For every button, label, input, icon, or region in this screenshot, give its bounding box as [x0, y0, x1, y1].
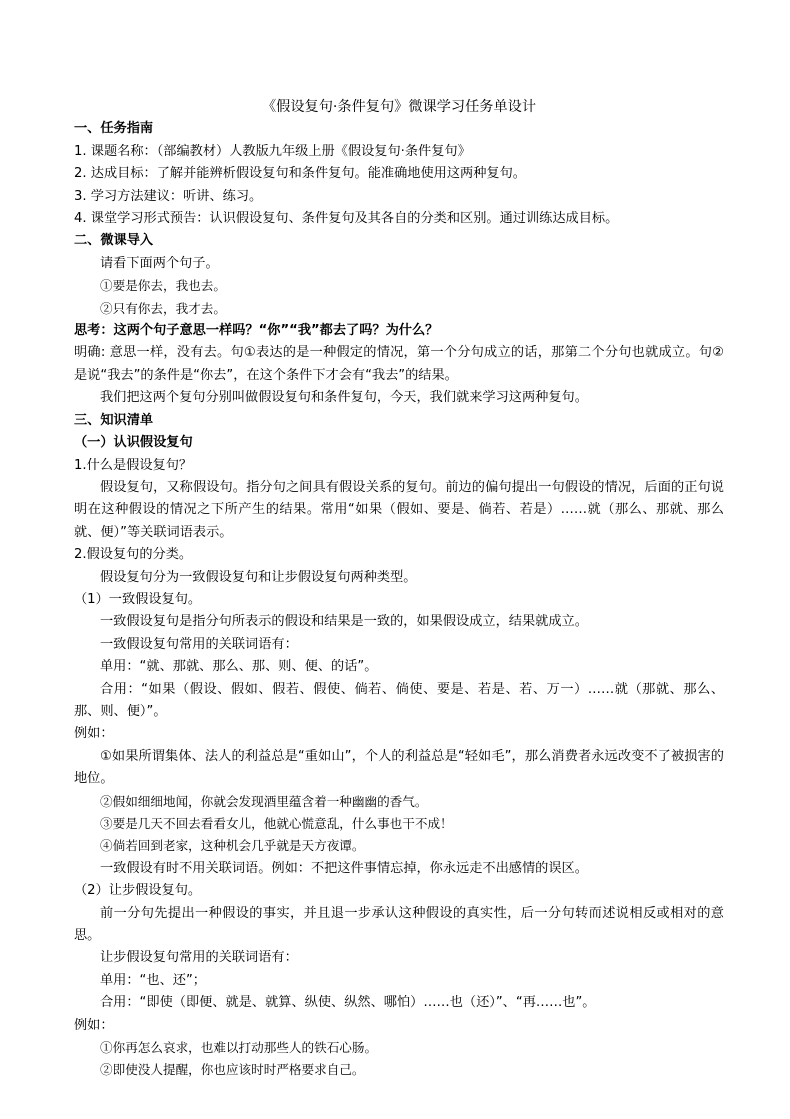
type-description: 前一分句先提出一种假设的事实，并且退一步承认这种假设的真实性，后一分句转而述说相反或相对的意思。: [74, 905, 724, 944]
example-sentence: ③要是几天不回去看看女儿，他就心慌意乱，什么事也干不成！: [100, 816, 453, 831]
type-description: 一致假设复句是指分句所表示的假设和结果是一致的，如果假设成立，结果就成立。: [100, 614, 588, 630]
example-sentence: ②即使没人提醒，你也应该时时严格要求自己。: [100, 1062, 365, 1078]
list-item: 4. 课堂学习形式预告：认识假设复句、条件复句及其各自的分类和区别。通过训练达成目标。: [74, 211, 619, 227]
example-label: 例如：: [74, 1017, 114, 1033]
question-text: 思考：这两个句子意思一样吗？“你”“我”都去了吗？为什么？: [74, 323, 439, 339]
page-title: 《假设复句·条件复句》微课学习任务单设计: [261, 99, 537, 115]
example-sentence: ①如果所谓集体、法人的利益总是“重如山”，个人的利益总是“轻如毛”，那么消费者永远改变不了被损害的地位。: [74, 748, 724, 787]
section-heading-intro: 二、微课导入: [74, 233, 154, 249]
types-text: 假设复句分为一致假设复句和让步假设复句两种类型。: [100, 569, 417, 585]
answer-paragraph: 明确: 意思一样，没有去。句①表达的是一种假定的情况，第一个分句成立的话，那第二个分句也就成立。句②是说“我去”的条件是“你去”，在这个条件下才会有“我去”的结果。: [74, 345, 724, 383]
combined-use-text: 合用：“即使（即便、就是、就算、纵使、纵然、哪怕）……也（还）”、“再……也”。: [100, 995, 596, 1011]
single-use-text: 单用：“就、那就、那么、那、则、便、的话”。: [100, 659, 378, 675]
example-sentence: ①要是你去，我也去。: [100, 278, 226, 294]
example-sentence: ②假如细细地闻，你就会发现酒里蕴含着一种幽幽的香气。: [100, 793, 428, 809]
example-sentence: ④倘若回到老家，这种机会几乎就是天方夜谭。: [100, 838, 365, 854]
question-heading: 1.什么是假设复句？: [74, 457, 193, 473]
example-sentence: ①你再怎么哀求，也难以打动那些人的铁石心肠。: [100, 1040, 378, 1056]
subsection-heading: （一）认识假设复句: [74, 435, 193, 451]
document-page: [74, 96, 724, 1082]
note-text: 一致假设有时不用关联词语。例如：不把这件事情忘掉，你永远走不出感情的误区。: [100, 860, 588, 876]
example-sentence: ②只有你去，我才去。: [100, 300, 226, 316]
section-heading-task-guide: 一、任务指南: [74, 121, 154, 137]
list-item: 3. 学习方法建议：听讲、练习。: [74, 188, 263, 204]
combined-use-text: 合用：“如果（假设、假如、假若、假使、倘若、倘使、要是、若是、若、万一）……就（那就、那么、那、则、便）”。: [74, 681, 724, 719]
intro-text: 请看下面两个句子。: [100, 255, 219, 271]
connectives-label: 一致假设复句常用的关联词语有：: [100, 636, 298, 652]
single-use-text: 单用：“也、还”；: [100, 972, 206, 988]
type-heading: （1）一致假设复句。: [74, 591, 202, 607]
list-item: 2. 达成目标：了解并能辨析假设复句和条件复句。能准确地使用这两种复句。: [74, 166, 526, 182]
example-label: 例如：: [74, 726, 114, 742]
definition-paragraph: 假设复句，又称假设句。指分句之间具有假设关系的复句。前边的偏句提出一句假设的情况，后面的正句说明在这种假设的情况之下所产生的结果。常用“如果（假如、要是、倘若、若是）……就（那么、那就、那么就、便）”等关联词语表示。: [74, 479, 724, 540]
section-heading-knowledge: 三、知识清单: [74, 412, 154, 428]
question-heading: 2.假设复句的分类。: [74, 547, 193, 563]
list-item: 1. 课题名称：（部编教材）人教版九年级上册《假设复句·条件复句》: [74, 143, 471, 159]
connectives-label: 让步假设复句常用的关联词语有：: [100, 950, 298, 966]
closing-text: 我们把这两个复句分别叫做假设复句和条件复句，今天，我们就来学习这两种复句。: [100, 390, 588, 406]
type-heading: （2）让步假设复句。: [74, 883, 202, 899]
